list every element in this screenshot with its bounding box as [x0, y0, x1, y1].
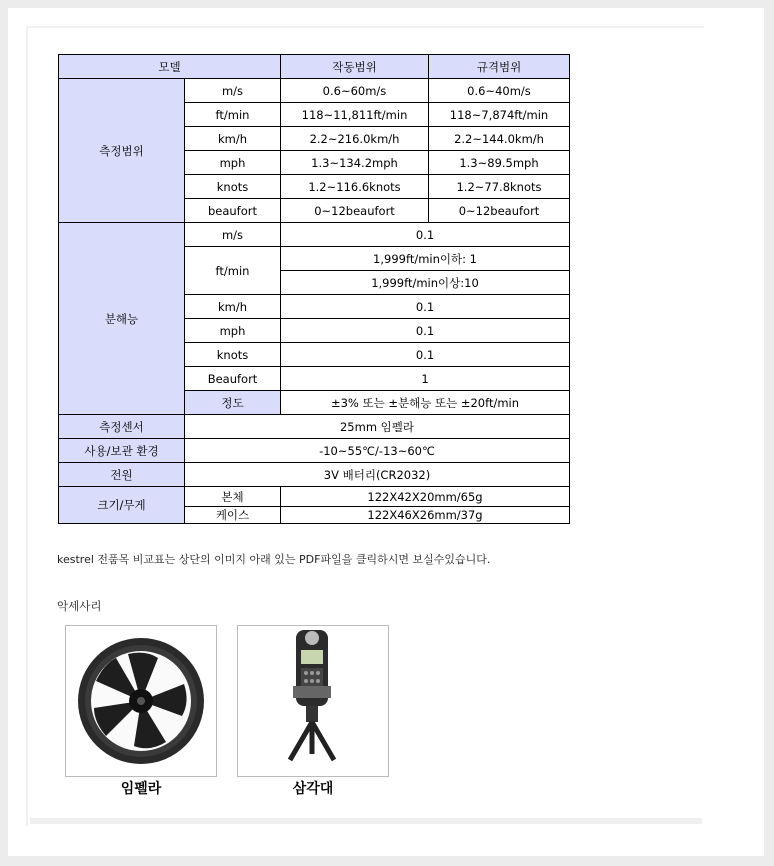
operating-cell: 118~11,811ft/min: [281, 103, 429, 127]
power-value: 3V 배터리(CR2032): [185, 463, 570, 487]
header-operating-range: 작동범위: [281, 55, 429, 79]
case-label: 케이스: [185, 507, 281, 524]
group-resolution: 분해능: [59, 223, 185, 415]
operating-cell: 0~12beaufort: [281, 199, 429, 223]
spec-cell: 1.3~89.5mph: [429, 151, 570, 175]
table-row: [59, 223, 570, 247]
impeller-photo[interactable]: [65, 625, 217, 777]
unit-cell: knots: [185, 343, 281, 367]
power-label: 전원: [59, 463, 185, 487]
spec-cell: 0~12beaufort: [429, 199, 570, 223]
unit-cell: mph: [185, 151, 281, 175]
unit-cell: ft/min: [185, 247, 281, 295]
unit-cell: knots: [185, 175, 281, 199]
sensor-value: 25mm 임펠라: [185, 415, 570, 439]
header-model: 모델: [59, 55, 281, 79]
resolution-cell: 1,999ft/min이하: 1: [281, 247, 570, 271]
accuracy-label: 정도: [185, 391, 281, 415]
environment-value: -10~55℃/-13~60℃: [185, 439, 570, 463]
operating-cell: 2.2~216.0km/h: [281, 127, 429, 151]
pdf-note: kestrel 전품목 비교표는 상단의 이미지 아래 있는 PDF파일을 클릭하시면 보실수있습니다.: [57, 553, 491, 566]
table-row: [59, 463, 570, 487]
spec-cell: 2.2~144.0km/h: [429, 127, 570, 151]
tripod-photo[interactable]: [237, 625, 389, 777]
table-header-row: [59, 55, 570, 79]
spec-table: [58, 54, 570, 524]
accuracy-value: ±3% 또는 ±분해능 또는 ±20ft/min: [281, 391, 570, 415]
resolution-cell: 0.1: [281, 295, 570, 319]
resolution-cell: 0.1: [281, 319, 570, 343]
resolution-cell: 1,999ft/min이상:10: [281, 271, 570, 295]
body-label: 본체: [185, 487, 281, 507]
case-value: 122X46X26mm/37g: [281, 507, 570, 524]
unit-cell: km/h: [185, 295, 281, 319]
unit-cell: m/s: [185, 223, 281, 247]
spec-cell: 0.6~40m/s: [429, 79, 570, 103]
unit-cell: km/h: [185, 127, 281, 151]
unit-cell: m/s: [185, 79, 281, 103]
resolution-cell: 1: [281, 367, 570, 391]
operating-cell: 1.2~116.6knots: [281, 175, 429, 199]
operating-cell: 0.6~60m/s: [281, 79, 429, 103]
unit-cell: beaufort: [185, 199, 281, 223]
table-row: [59, 79, 570, 103]
environment-label: 사용/보관 환경: [59, 439, 185, 463]
group-measurement-range: 측정범위: [59, 79, 185, 223]
resolution-cell: 0.1: [281, 223, 570, 247]
header-spec-range: 규격범위: [429, 55, 570, 79]
table-row: [59, 439, 570, 463]
unit-cell: ft/min: [185, 103, 281, 127]
impeller-icon: [66, 626, 216, 776]
operating-cell: 1.3~134.2mph: [281, 151, 429, 175]
panel-bottom-edge: [30, 818, 702, 824]
tripod-caption: 삼각대: [292, 781, 334, 797]
body-value: 122X42X20mm/65g: [281, 487, 570, 507]
table-row: [59, 487, 570, 507]
spec-cell: 1.2~77.8knots: [429, 175, 570, 199]
accessories-title: 악세사리: [57, 599, 102, 613]
resolution-cell: 0.1: [281, 343, 570, 367]
size-label: 크기/무게: [59, 487, 185, 524]
unit-cell: mph: [185, 319, 281, 343]
spec-cell: 118~7,874ft/min: [429, 103, 570, 127]
sensor-label: 측정센서: [59, 415, 185, 439]
tripod-icon: [238, 626, 388, 776]
table-row: [59, 415, 570, 439]
unit-cell: Beaufort: [185, 367, 281, 391]
impeller-caption: 임펠라: [120, 781, 162, 797]
